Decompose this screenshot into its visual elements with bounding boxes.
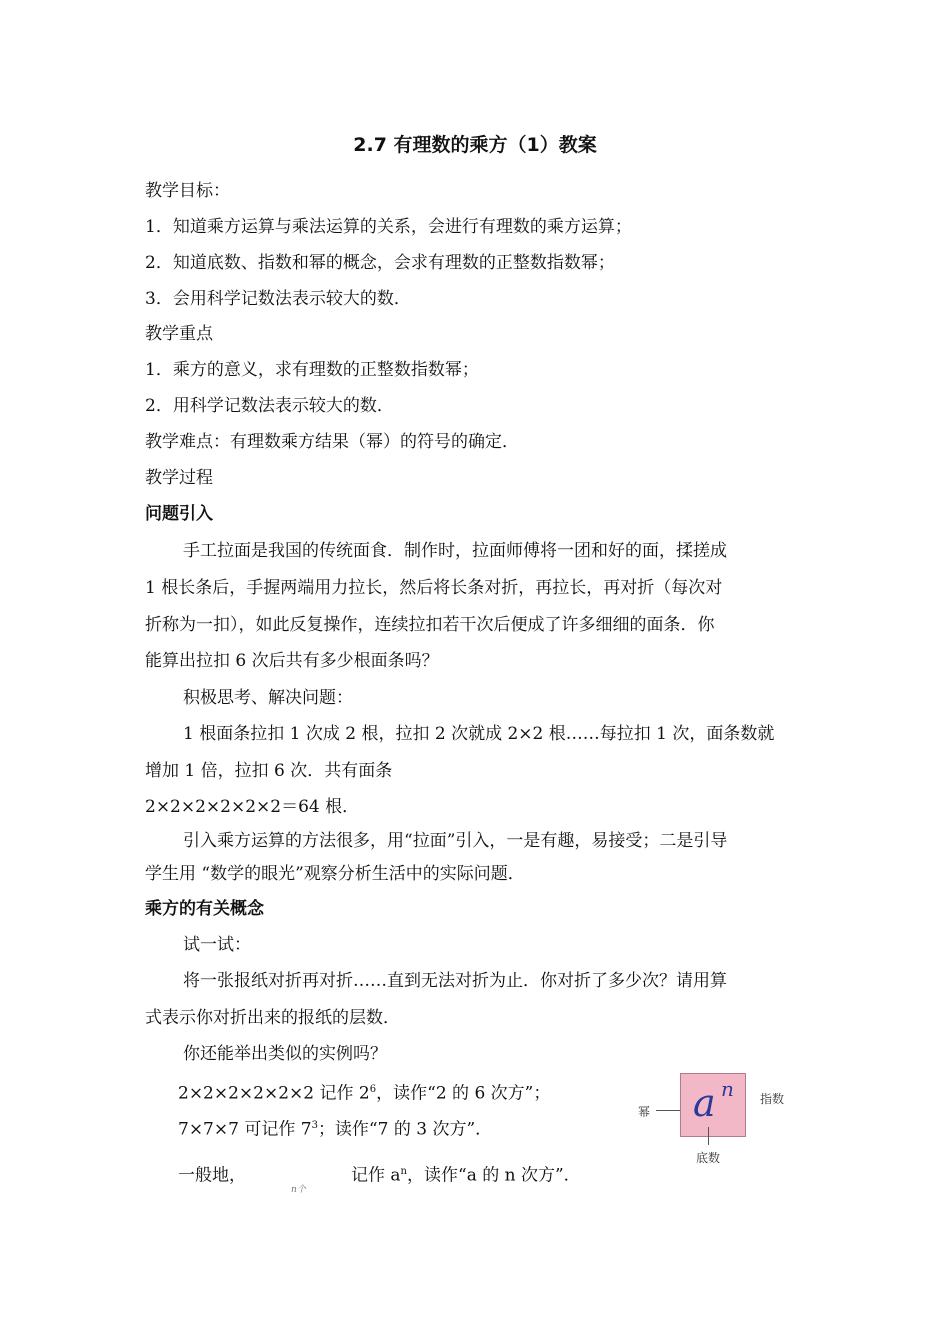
line-objective-3: 3．会用科学记数法表示较大的数．	[145, 289, 411, 309]
line-objective-1: 1．知道乘方运算与乘法运算的关系，会进行有理数的乘方运算；	[145, 217, 632, 237]
para2-line: 增加 1 倍，拉扣 6 次．共有面条	[145, 761, 393, 781]
power-label: 幂	[638, 1105, 651, 1119]
example-expr: 2×2×2×2×2×2 记作 2	[178, 1083, 370, 1104]
para2-line: 2×2×2×2×2×2＝64 根．	[145, 797, 360, 817]
try-line: 试一试：	[183, 935, 251, 955]
para2-line: 1 根面条拉扣 1 次成 2 根，拉扣 2 次就成 2×2 根……每拉扣 1 次，面条数就	[183, 724, 775, 744]
para5-line: 你还能举出类似的实例吗？	[183, 1044, 387, 1064]
para1-line: 1 根长条后，手握两端用力拉长，然后将长条对折，再拉长，再对折（每次对	[145, 578, 723, 598]
para3-line: 学生用 “数学的眼光”观察分析生活中的实际问题．	[145, 864, 525, 884]
exponent-label: 指数	[760, 1092, 785, 1106]
product-underbrace	[246, 1160, 351, 1195]
general-start: 一般地，	[178, 1165, 246, 1186]
base-arrow	[708, 1127, 709, 1145]
line-objectives: 教学目标：	[145, 181, 230, 201]
line-key-points: 教学重点	[145, 324, 213, 344]
para1-line: 手工拉面是我国的传统面食．制作时，拉面师傅将一团和好的面，揉搓成	[183, 541, 727, 561]
general-mid: 记作 a	[351, 1165, 401, 1186]
line-difficulty: 教学难点：有理数乘方结果（幂）的符号的确定．	[145, 432, 519, 452]
example-expr: 7×7×7 可记作 7	[178, 1119, 312, 1140]
power-diagram	[630, 1065, 800, 1170]
section-heading-concepts: 乘方的有关概念	[145, 899, 264, 919]
general-reading: ，读作“a 的 n 次方”．	[407, 1165, 581, 1186]
para1-line: 能算出拉扣 6 次后共有多少根面条吗？	[145, 651, 439, 671]
line-objective-2: 2．知道底数、指数和幂的概念，会求有理数的正整数指数幂；	[145, 253, 615, 273]
para4-line: 式表示你对折出来的报纸的层数．	[145, 1008, 400, 1028]
base-symbol: a	[693, 1081, 716, 1125]
line-key-point-2: 2．用科学记数法表示较大的数．	[145, 396, 394, 416]
page-title: 2.7 有理数的乘方（1）教案	[353, 134, 597, 156]
line-key-point-1: 1．乘方的意义，求有理数的正整数指数幂；	[145, 360, 479, 380]
example-exponent: 6	[369, 1084, 377, 1095]
example-reading: ，读作“2 的 6 次方”；	[376, 1083, 551, 1104]
section-heading-intro: 问题引入	[145, 504, 213, 524]
para4-line: 将一张报纸对折再对折……直到无法对折为止．你对折了多少次？请用算	[183, 971, 727, 991]
general-exponent: n	[400, 1166, 407, 1177]
n-factors-label: n个	[291, 1185, 306, 1195]
example-line-1	[178, 1078, 550, 1106]
para3-line: 引入乘方运算的方法很多，用“拉面”引入，一是有趣，易接受；二是引导	[183, 831, 728, 851]
line-process: 教学过程	[145, 468, 213, 488]
general-line	[178, 1160, 581, 1195]
example-line-2	[178, 1114, 492, 1142]
exponent-symbol: n	[721, 1077, 734, 1101]
para1-line: 折称为一扣），如此反复操作，连续拉扣若干次后便成了许多细细的面条．你	[145, 615, 715, 635]
example-reading: ；读作“7 的 3 次方”．	[317, 1119, 493, 1140]
base-label: 底数	[696, 1151, 721, 1165]
power-arrow	[656, 1110, 680, 1111]
think-line: 积极思考、解决问题：	[183, 688, 353, 708]
example-exponent: 3	[311, 1120, 318, 1131]
